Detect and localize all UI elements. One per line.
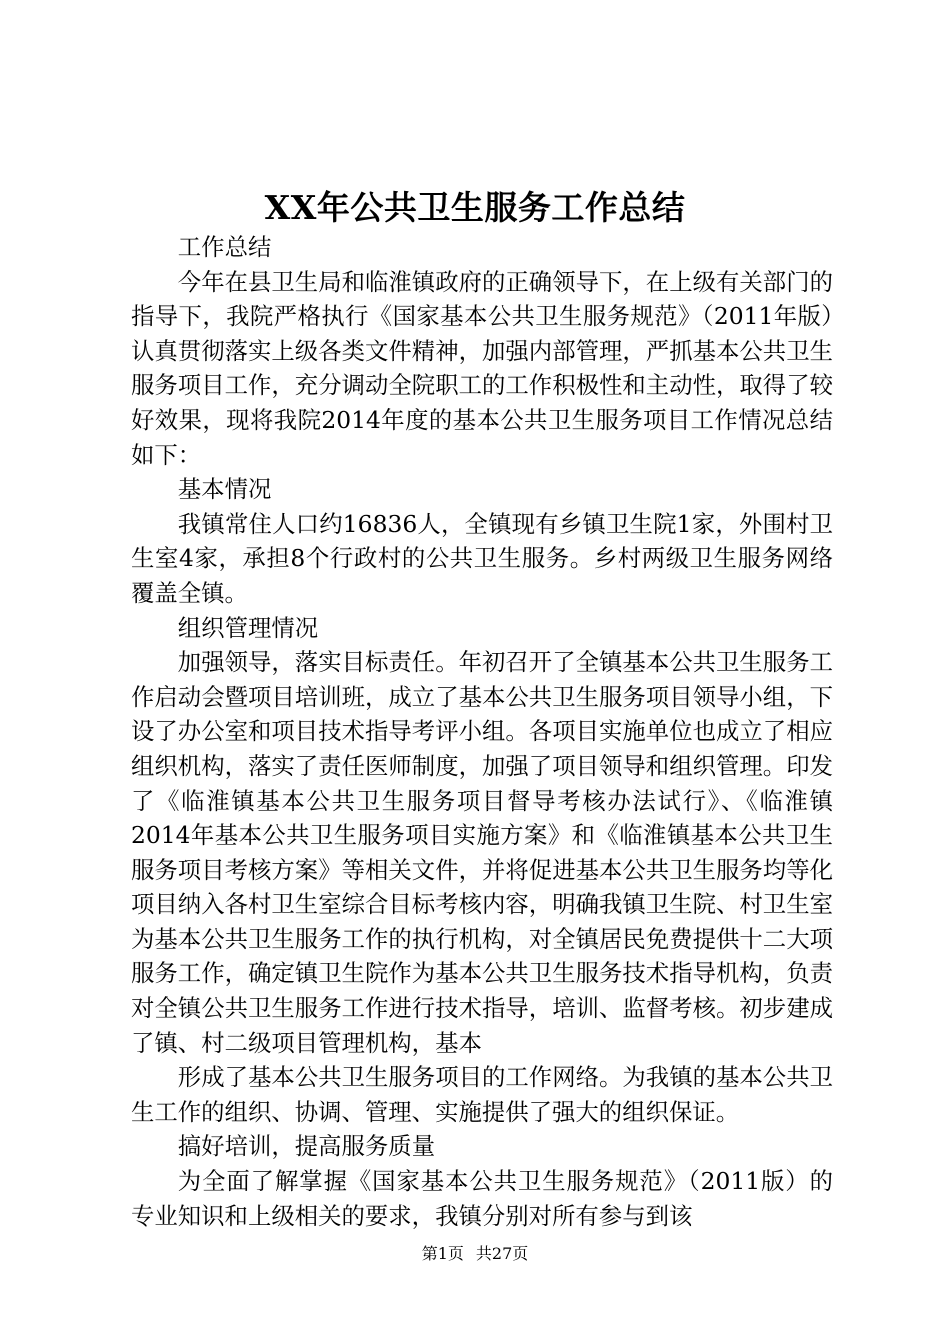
document-title: XX年公共卫生服务工作总结: [264, 188, 686, 227]
page-footer: [0, 1243, 950, 1265]
page-total: 共27页: [475, 1244, 529, 1263]
paragraph: 我镇常住人口约16836人，全镇现有乡镇卫生院1家，外围村卫生室4家，承担8个行政村的公共卫生服务。乡村两级卫生服务网络覆盖全镇。: [131, 509, 833, 607]
document-body: [131, 230, 833, 1233]
section-heading: 组织管理情况: [177, 613, 319, 642]
section-heading: 基本情况: [177, 475, 272, 504]
paragraph: 为全面了解掌握《国家基本公共卫生服务规范》（2011版）的专业知识和上级相关的要求，我镇分别对所有参与到该: [131, 1167, 833, 1230]
paragraph: 今年在县卫生局和临淮镇政府的正确领导下，在上级有关部门的指导下，我院严格执行《国家基本公共卫生服务规范》（2011年版）认真贯彻落实上级各类文件精神，加强内部管理，严抓基本公共卫生服务项目工作，充分调动全院职工的工作积极性和主动性，取得了较好效果，现将我院2014年度的基本公共卫生服务项目工作情况总结如下：: [131, 267, 833, 469]
paragraph: 形成了基本公共卫生服务项目的工作网络。为我镇的基本公共卫生工作的组织、协调、管理、实施提供了强大的组织保证。: [131, 1063, 833, 1126]
page-number: 第1页: [421, 1244, 464, 1263]
section-heading: 搞好培训，提高服务质量: [177, 1132, 436, 1161]
paragraph: 加强领导，落实目标责任。年初召开了全镇基本公共卫生服务工作启动会暨项目培训班，成立了基本公共卫生服务项目领导小组，下设了办公室和项目技术指导考评小组。各项目实施单位也成立了相应组织机构，落实了责任医师制度，加强了项目领导和组织管理。印发了《临淮镇基本公共卫生服务项目督导考核办法试行》、《临淮镇2014年基本公共卫生服务项目实施方案》和《临淮镇基本公共卫生服务项目考核方案》等相关文件，并将促进基本公共卫生服务均等化项目纳入各村卫生室综合目标考核内容，明确我镇卫生院、村卫生室为基本公共卫生服务工作的执行机构，对全镇居民免费提供十二大项服务工作，确定镇卫生院作为基本公共卫生服务技术指导机构，负责对全镇公共卫生服务工作进行技术指导，培训、监督考核。初步建成了镇、村二级项目管理机构，基本: [131, 648, 833, 1057]
section-heading: 工作总结: [177, 233, 272, 261]
